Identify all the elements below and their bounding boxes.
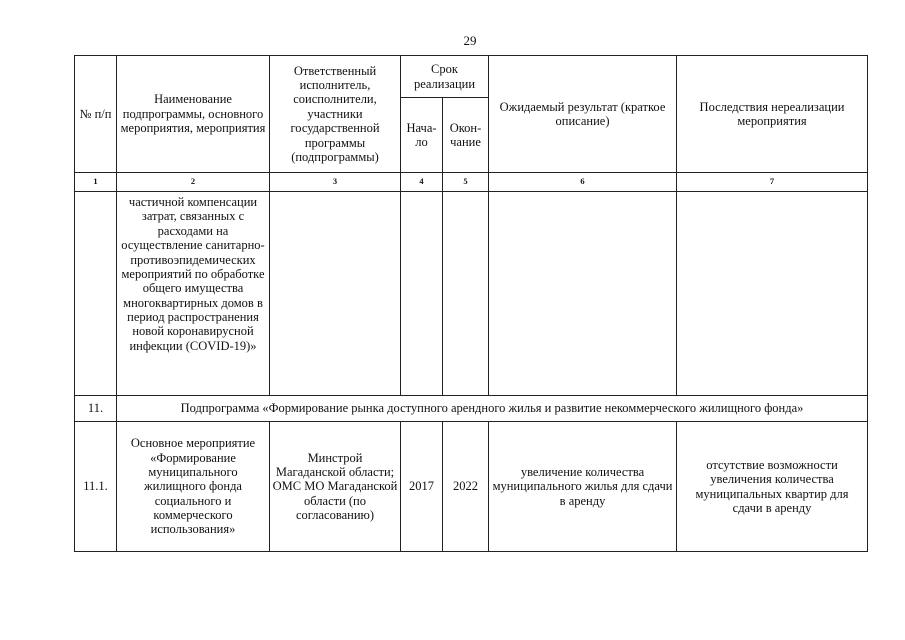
main-event-name: Основное мероприятие «Формирование муниципального жилищного фонда социального и коммерческого использования» xyxy=(117,422,270,552)
header-num: № п/п xyxy=(75,56,117,173)
column-number: 4 xyxy=(401,173,443,192)
continuation-end-cell xyxy=(443,192,489,396)
header-row xyxy=(75,56,868,98)
header-term: Срок реализации xyxy=(401,56,489,98)
header-start: Нача- ло xyxy=(401,98,443,173)
subprogram-title: Подпрограмма «Формирование рынка доступного арендного жилья и развитие некоммерческого жилищного фонда» xyxy=(117,396,868,422)
header-end: Окон- чание xyxy=(443,98,489,173)
continuation-num-cell xyxy=(75,192,117,396)
header-name: Наименование подпрограммы, основного мероприятия, мероприятия xyxy=(117,56,270,173)
continuation-consequences-cell xyxy=(677,192,868,396)
continuation-result-cell xyxy=(489,192,677,396)
subprogram-num: 11. xyxy=(75,396,117,422)
page-number: 29 xyxy=(463,33,477,48)
column-number: 3 xyxy=(270,173,401,192)
column-number: 1 xyxy=(75,173,117,192)
main-event-consequences: отсутствие возможности увеличения количества муниципальных квартир для сдачи в аренду xyxy=(677,422,868,552)
subprogram-row xyxy=(75,396,868,422)
header-responsible: Ответственный исполнитель, соисполнители, участники государственной программы (подпрограммы) xyxy=(270,56,401,173)
column-number: 2 xyxy=(117,173,270,192)
program-table xyxy=(74,55,868,552)
column-number: 7 xyxy=(677,173,868,192)
continuation-name-cell: частичной компенсации затрат, связанных с расходами на осуществление санитарно-противоэпидемических мероприятий по обработке общего имущества многоквартирных домов в период распространения новой коронавирусной инфекции (COVID-19)» xyxy=(117,192,270,396)
main-event-start: 2017 xyxy=(401,422,443,552)
main-event-num: 11.1. xyxy=(75,422,117,552)
header-consequences: Последствия нереализации мероприятия xyxy=(677,56,868,173)
header-result: Ожидаемый результат (краткое описание) xyxy=(489,56,677,173)
column-number: 5 xyxy=(443,173,489,192)
continuation-row xyxy=(75,192,868,396)
continuation-responsible-cell xyxy=(270,192,401,396)
main-event-responsible: Минстрой Магаданской области; ОМС МО Магаданской области (по согласованию) xyxy=(270,422,401,552)
main-event-end: 2022 xyxy=(443,422,489,552)
column-number: 6 xyxy=(489,173,677,192)
continuation-start-cell xyxy=(401,192,443,396)
column-number-row xyxy=(75,173,868,192)
main-event-row xyxy=(75,422,868,552)
main-event-result: увеличение количества муниципального жилья для сдачи в аренду xyxy=(489,422,677,552)
